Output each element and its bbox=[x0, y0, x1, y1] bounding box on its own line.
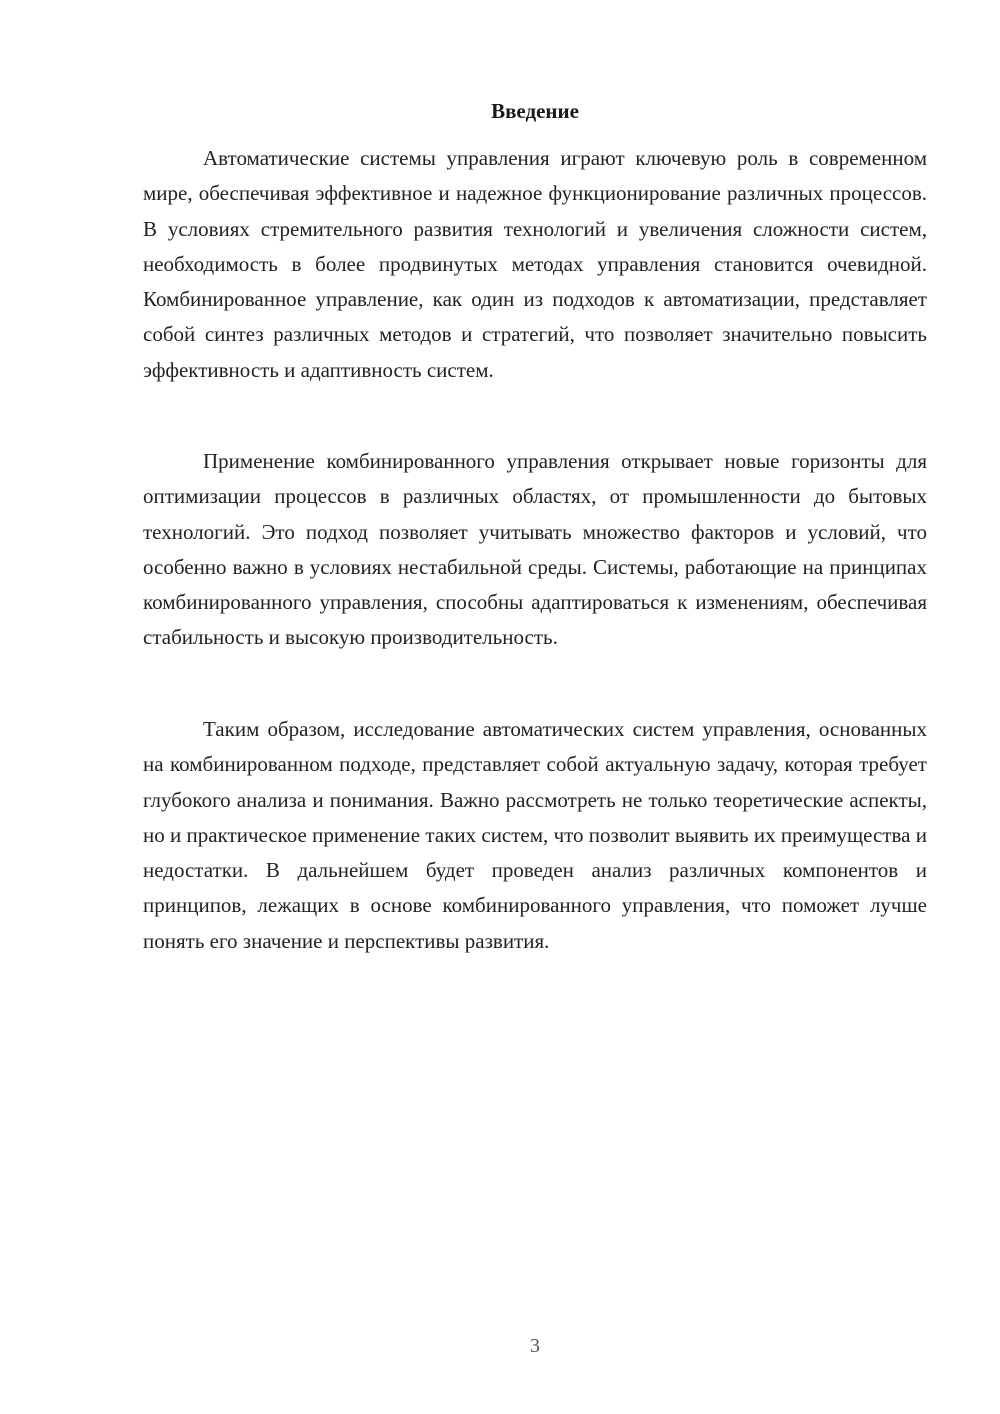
page-number: 3 bbox=[530, 1335, 540, 1357]
paragraph-1: Автоматические системы управления играют ключевую роль в современном мире, обеспечивая эффективное и надежное функционирование различных процессов. В условиях стремительного развития технологий и увеличения сложности систем, необходимость в более продвинутых методах управления становится очевидной. Комбинированное управление, как один из подходов к автоматизации, представляет собой синтез различных методов и стратегий, что позволяет значительно повысить эффективность и адаптивность систем. bbox=[143, 146, 927, 382]
paragraph-3: Таким образом, исследование автоматических систем управления, основанных на комбинированном подходе, представляет собой актуальную задачу, которая требует глубокого анализа и понимания. Важно рассмотреть не только теоретические аспекты, но и практическое применение таких систем, что позволит выявить их преимущества и недостатки. В дальнейшем будет проведен анализ различных компонентов и принципов, лежащих в основе комбинированного управления, что поможет лучше понять его значение и перспективы развития. bbox=[143, 717, 927, 953]
paragraph-2: Применение комбинированного управления открывает новые горизонты для оптимизации процессов в различных областях, от промышленности до бытовых технологий. Это подход позволяет учитывать множество факторов и условий, что особенно важно в условиях нестабильной среды. Системы, работающие на принципах комбинированного управления, способны адаптироваться к изменениям, обеспечивая стабильность и высокую производительность. bbox=[143, 449, 927, 650]
section-heading: Введение bbox=[491, 99, 579, 123]
